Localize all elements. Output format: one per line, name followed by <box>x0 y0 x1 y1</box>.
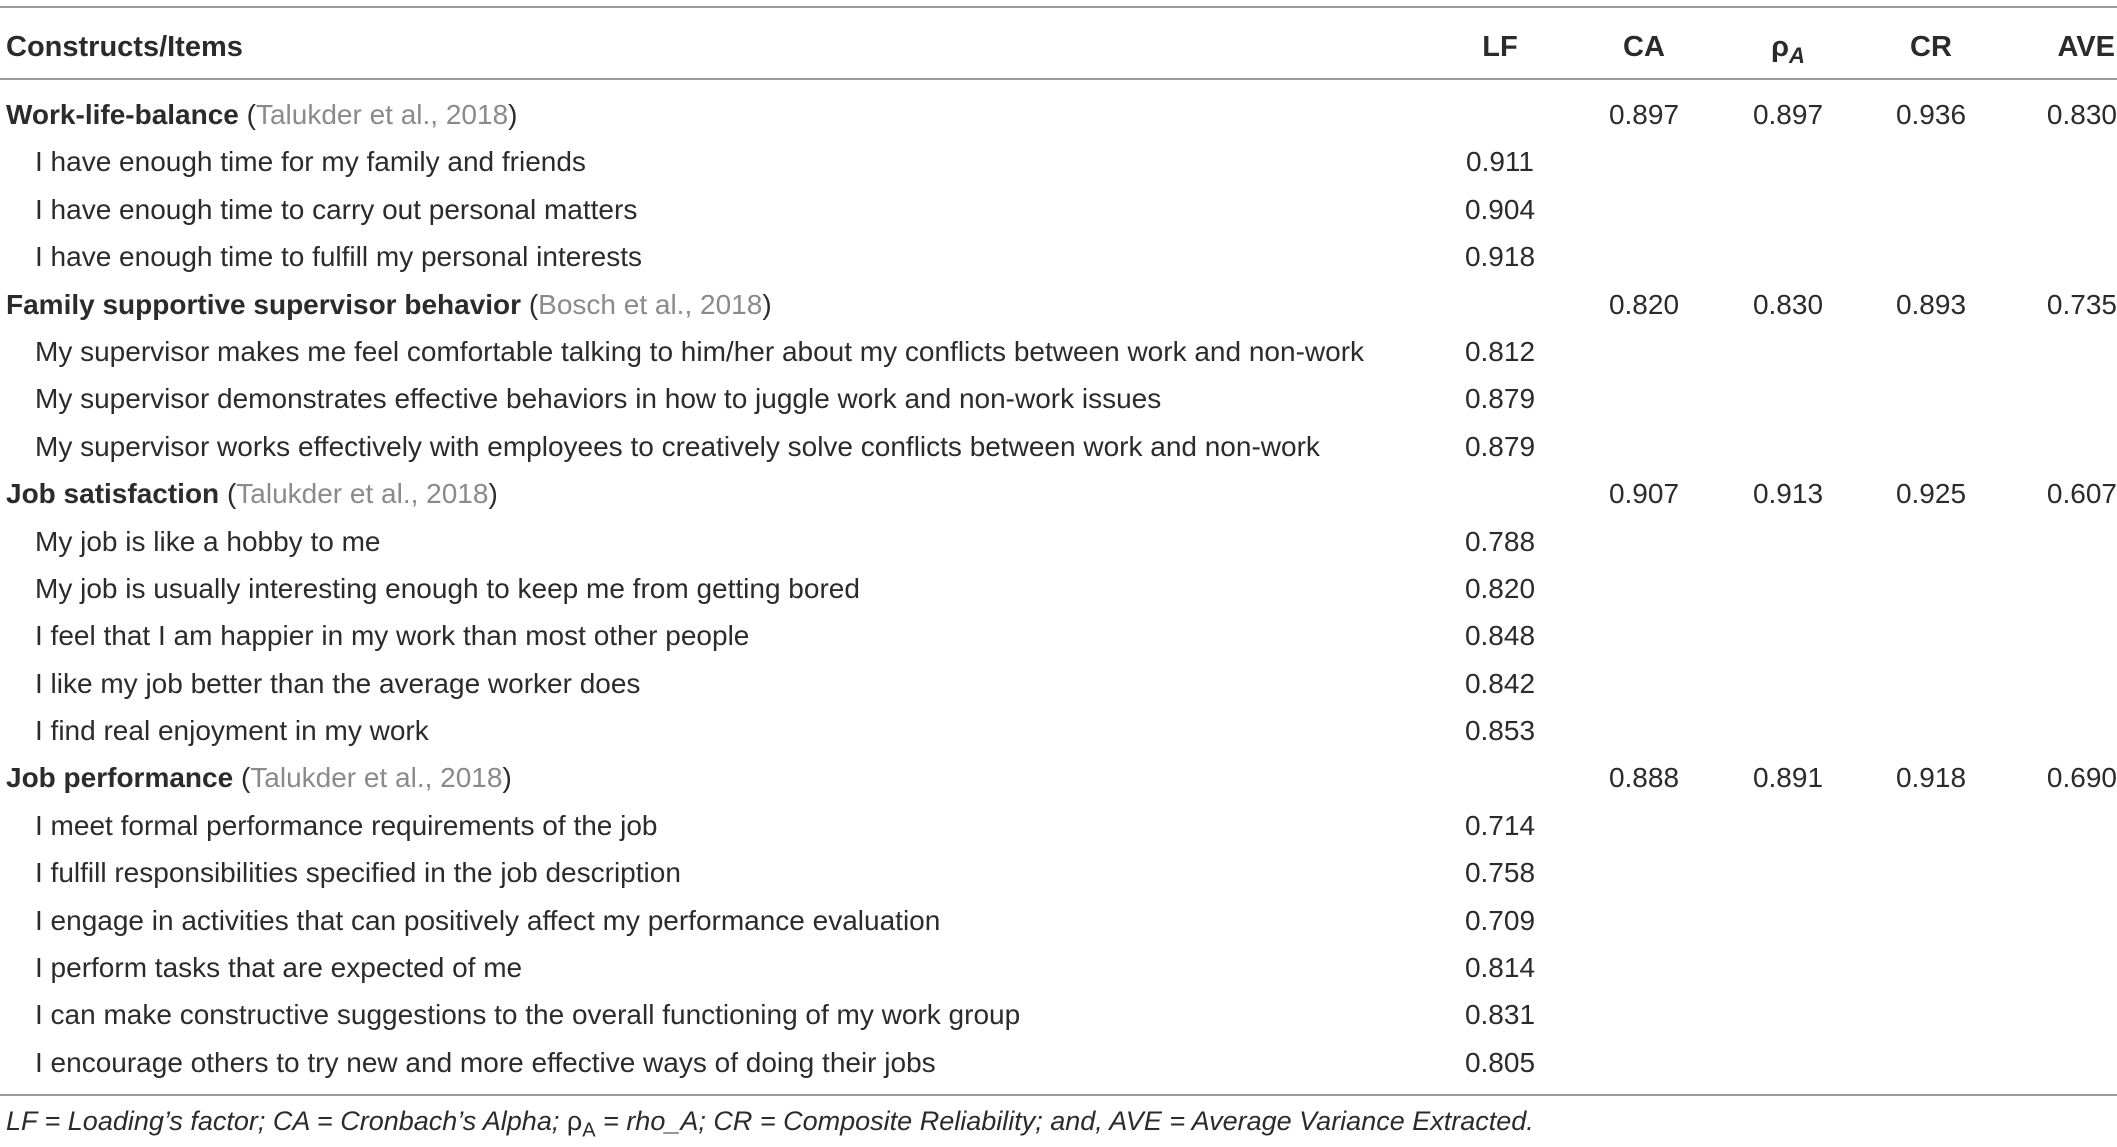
item-row <box>0 382 2117 429</box>
item-row <box>0 145 2117 192</box>
cr-value: 0.936 <box>1895 99 1967 130</box>
footnote-rho-symbol: ρ <box>566 1106 583 1136</box>
lf-value: 0.814 <box>1464 952 1536 984</box>
construct-reference: Bosch et al., 2018 <box>538 288 763 320</box>
cr-value: 0.925 <box>1895 478 1967 510</box>
header-rho-symbol: ρ <box>1771 31 1790 63</box>
header-rho-a <box>1728 30 1848 73</box>
item-text: My supervisor makes me feel comfortable talking to him/her about my conflicts between work and non-work <box>35 335 1365 367</box>
item-row <box>0 240 2117 287</box>
ca-value: 0.820 <box>1608 288 1680 320</box>
rho-a-value: 0.830 <box>1752 288 1824 320</box>
ca-value: 0.888 <box>1608 762 1680 794</box>
ave-value: 0.690 <box>2046 762 2117 794</box>
footnote-part1: LF = Loading’s factor; CA = Cronbach’s Alpha; <box>6 1106 567 1136</box>
cr-value: 0.893 <box>1895 288 1967 320</box>
construct-name: Job performance <box>6 762 234 794</box>
construct-row <box>0 98 2117 145</box>
table-header-row <box>0 8 2117 78</box>
item-text: I can make constructive suggestions to the overall functioning of my work group <box>35 999 1021 1031</box>
item-text: I engage in activities that can positively affect my performance evaluation <box>35 904 941 936</box>
item-text: My supervisor works effectively with employees to creatively solve conflicts between work and non-work <box>35 430 1320 462</box>
footnote-part2: = rho_A; CR = Composite Reliability; and, AVE = Average Variance Extracted. <box>595 1106 1534 1136</box>
header-lf: LF <box>1482 31 1518 63</box>
lf-value: 0.831 <box>1464 999 1536 1031</box>
cr-value: 0.918 <box>1895 762 1967 794</box>
lf-value: 0.812 <box>1464 335 1536 367</box>
lf-value: 0.879 <box>1464 383 1536 415</box>
item-row <box>0 904 2117 951</box>
item-row <box>0 430 2117 477</box>
item-row <box>0 525 2117 572</box>
ave-value: 0.735 <box>2046 288 2117 320</box>
lf-value: 0.918 <box>1464 241 1536 273</box>
construct-name: Work-life-balance <box>6 99 239 130</box>
item-row <box>0 667 2117 714</box>
lf-value: 0.714 <box>1464 809 1536 841</box>
lf-value: 0.820 <box>1464 572 1536 604</box>
footnote-rho-subscript: A <box>582 1119 596 1142</box>
construct-label: Job satisfaction (Talukder et al., 2018) <box>6 478 498 510</box>
header-ave: AVE <box>2057 31 2115 63</box>
table-body <box>0 98 2117 1093</box>
lf-value: 0.879 <box>1464 430 1536 462</box>
ca-value: 0.907 <box>1608 478 1680 510</box>
lf-value: 0.848 <box>1464 620 1536 652</box>
lf-value: 0.788 <box>1464 525 1536 557</box>
header-ca: CA <box>1623 31 1665 63</box>
item-text: I meet formal performance requirements of the job <box>35 809 658 841</box>
construct-label: Family supportive supervisor behavior (Bosch et al., 2018) <box>6 288 772 320</box>
rho-a-value: 0.897 <box>1752 99 1824 130</box>
lf-value: 0.842 <box>1464 667 1536 699</box>
lf-value: 0.805 <box>1464 1046 1536 1078</box>
construct-reference: Talukder et al., 2018 <box>236 478 489 510</box>
item-row <box>0 572 2117 619</box>
item-row <box>0 998 2117 1045</box>
construct-name: Job satisfaction <box>6 478 220 510</box>
header-constructs: Constructs/Items <box>6 31 243 63</box>
rho-a-value: 0.913 <box>1752 478 1824 510</box>
item-row <box>0 951 2117 998</box>
item-row <box>0 809 2117 856</box>
item-row <box>0 714 2117 761</box>
item-text: I fulfill responsibilities specified in the job description <box>35 857 681 889</box>
construct-row <box>0 288 2117 335</box>
lf-value: 0.911 <box>1466 146 1534 178</box>
ca-value: 0.897 <box>1608 99 1680 130</box>
construct-row <box>0 477 2117 524</box>
lf-value: 0.709 <box>1464 904 1536 936</box>
item-text: I have enough time to carry out personal matters <box>35 193 638 225</box>
lf-value: 0.758 <box>1464 857 1536 889</box>
rho-a-value: 0.891 <box>1752 762 1824 794</box>
construct-row <box>0 761 2117 808</box>
item-text: I perform tasks that are expected of me <box>35 952 523 984</box>
item-text: I like my job better than the average worker does <box>35 667 641 699</box>
table-bottom-rule <box>0 1094 2117 1096</box>
item-text: My job is usually interesting enough to keep me from getting bored <box>35 572 860 604</box>
construct-label: Job performance (Talukder et al., 2018) <box>6 762 512 794</box>
item-text: I feel that I am happier in my work than most other people <box>35 620 750 652</box>
item-text: I have enough time to fulfill my personal interests <box>35 241 642 273</box>
ave-value: 0.607 <box>2046 478 2117 510</box>
item-text: I encourage others to try new and more effective ways of doing their jobs <box>35 1046 936 1078</box>
lf-value: 0.853 <box>1464 715 1536 747</box>
item-text: I have enough time for my family and friends <box>35 146 586 178</box>
header-rho-subscript: A <box>1789 42 1805 68</box>
table-footnote <box>6 1104 1534 1147</box>
item-text: My supervisor demonstrates effective behaviors in how to juggle work and non-work issues <box>35 383 1162 415</box>
item-row <box>0 193 2117 240</box>
item-row <box>0 1046 2117 1093</box>
construct-reference: Talukder et al., 2018 <box>250 762 503 794</box>
item-row <box>0 619 2117 666</box>
lf-value: 0.904 <box>1464 193 1536 225</box>
construct-reference: Talukder et al., 2018 <box>255 99 509 130</box>
table-header-rule <box>0 78 2117 80</box>
ave-value: 0.830 <box>2046 99 2117 130</box>
header-cr: CR <box>1910 31 1952 63</box>
item-text: My job is like a hobby to me <box>35 525 381 557</box>
construct-label: Work-life-balance (Talukder et al., 2018) <box>6 99 518 130</box>
item-row <box>0 856 2117 903</box>
item-row <box>0 335 2117 382</box>
construct-name: Family supportive supervisor behavior <box>6 288 522 320</box>
item-text: I find real enjoyment in my work <box>35 715 429 747</box>
